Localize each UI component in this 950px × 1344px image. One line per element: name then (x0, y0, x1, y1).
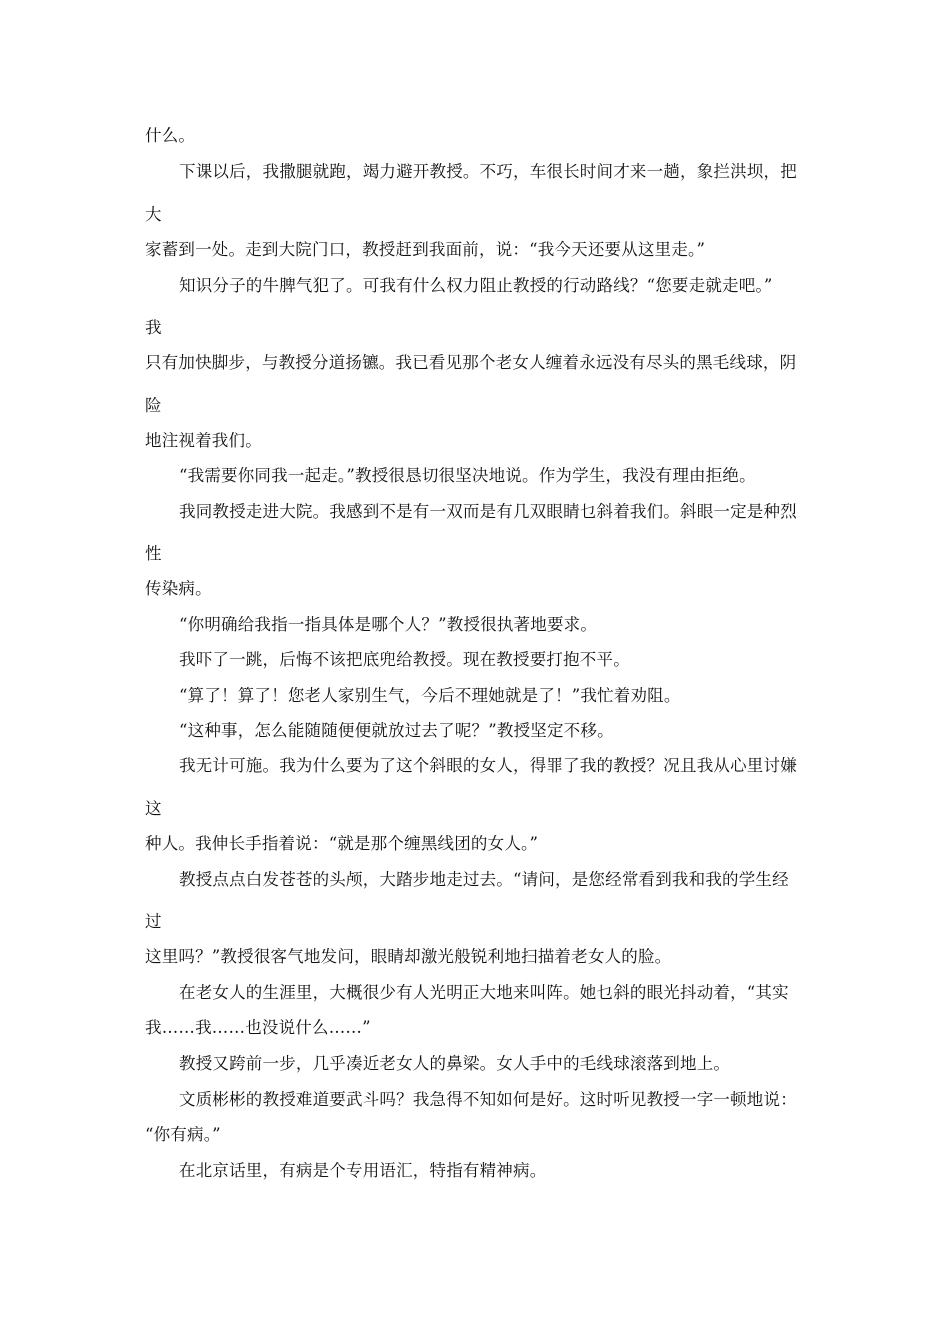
text-line: 教授又跨前一步，几乎凑近老女人的鼻梁。女人手中的毛线球滚落到地上。 (179, 1054, 731, 1073)
text-line: 这 (145, 799, 162, 818)
text-line: 我吓了一跳，后悔不该把底兜给教授。现在教授要打抱不平。 (179, 650, 630, 669)
text-line: 我……我……也没说什么……” (145, 1018, 371, 1037)
text-line: 我无计可施。我为什么要为了这个斜眼的女人，得罪了我的教授？况且我从心里讨嫌 (179, 756, 797, 775)
text-line: 种人。我伸长手指着说：“就是那个缠黑线团的女人。” (145, 834, 539, 853)
text-line: 在北京话里，有病是个专用语汇，特指有精神病。 (179, 1161, 547, 1180)
text-line: 我 (145, 318, 162, 337)
text-line: 险 (145, 396, 162, 415)
text-line: 知识分子的牛脾气犯了。可我有什么权力阻止教授的行动路线？“您要走就走吧。” (179, 276, 773, 295)
text-line: 地注视着我们。 (145, 431, 262, 450)
text-line: 在老女人的生涯里，大概很少有人光明正大地来叫阵。她乜斜的眼光抖动着，“其实 (179, 983, 789, 1002)
text-line: “我需要你同我一起走。”教授很恳切很坚决地说。作为学生，我没有理由拒绝。 (179, 466, 756, 485)
text-line: 什么。 (145, 126, 196, 145)
text-line: 下课以后，我撒腿就跑，竭力避开教授。不巧，车很长时间才来一趟，象拦洪坝，把 (179, 162, 797, 181)
text-line: 教授点点白发苍苍的头颅，大踏步地走过去。“请问，是您经常看到我和我的学生经 (179, 870, 789, 889)
text-line: 家蓄到一处。走到大院门口，教授赶到我面前，说：“我今天还要从这里走。” (145, 240, 706, 259)
text-line: “算了！算了！您老人家别生气，今后不理她就是了！”我忙着劝阻。 (179, 686, 681, 705)
text-line: 传染病。 (145, 579, 212, 598)
text-line: 过 (145, 912, 162, 931)
text-line: 只有加快脚步，与教授分道扬镳。我已看见那个老女人缠着永远没有尽头的黑毛线球，阴 (145, 353, 797, 372)
text-line: “你明确给我指一指具体是哪个人？”教授很执著地要求。 (179, 615, 598, 634)
text-line: “这种事，怎么能随随便便就放过去了呢？”教授坚定不移。 (179, 721, 614, 740)
text-line: “你有病。” (145, 1125, 221, 1144)
text-line: 文质彬彬的教授难道要武斗吗？我急得不知如何是好。这时听见教授一字一顿地说： (179, 1090, 797, 1109)
text-line: 这里吗？”教授很客气地发问，眼睛却激光般锐利地扫描着老女人的脸。 (145, 947, 672, 966)
text-line: 我同教授走进大院。我感到不是有一双而是有几双眼睛乜斜着我们。斜眼一定是种烈 (179, 502, 797, 521)
text-line: 大 (145, 205, 162, 224)
text-line: 性 (145, 544, 162, 563)
